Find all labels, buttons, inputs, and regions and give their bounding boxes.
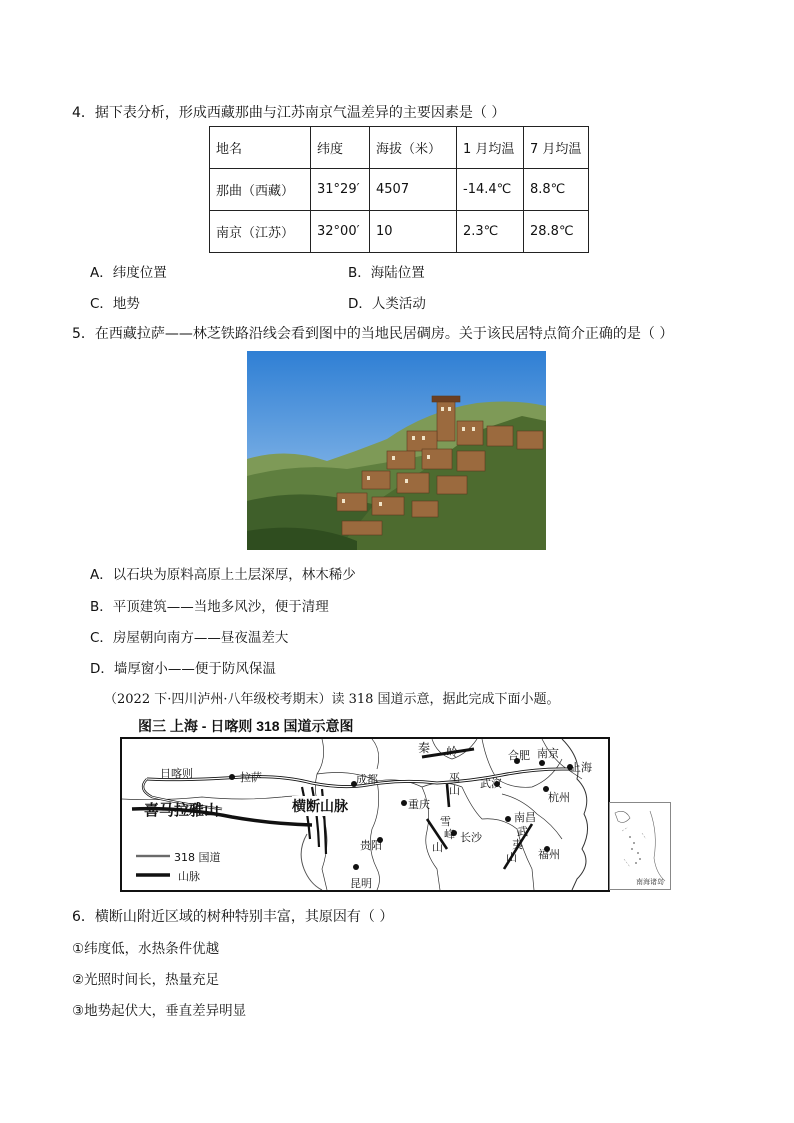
city-label: 贵阳 xyxy=(360,839,382,852)
city-label: 南昌 xyxy=(514,811,536,824)
mountain-label: 雪 xyxy=(440,815,451,828)
route-318-map xyxy=(120,737,610,892)
table-cell: 28.8℃ xyxy=(524,211,589,253)
legend-road-label: 318 国道 xyxy=(174,851,221,864)
mountain-label: 武 xyxy=(517,825,528,838)
mountain-label: 横断山脉 xyxy=(292,796,348,816)
q6-item-2: ②光照时间长，热量充足 xyxy=(72,972,220,988)
table-header-cell: 地名 xyxy=(210,127,311,169)
table-header-cell: 海拔（米） xyxy=(370,127,457,169)
mountain-label: 夷 xyxy=(512,838,523,851)
q6-item-1: ①纬度低，水热条件优越 xyxy=(72,941,220,957)
mountain-label: 峰 xyxy=(444,828,455,841)
tibetan-dwelling-photo xyxy=(247,351,546,550)
mountain-label: 喜马拉雅山 xyxy=(144,801,220,819)
table-header-cell: 1 月均温 xyxy=(457,127,524,169)
city-label: 上海 xyxy=(570,761,592,774)
table-row xyxy=(210,169,589,211)
q5-option-a[interactable]: A．以石块为原料高原上土层深厚，林木稀少 xyxy=(90,567,356,583)
city-label: 成都 xyxy=(356,773,378,786)
table-cell: 南京（江苏） xyxy=(210,211,311,253)
q6-stem: 6．横断山附近区域的树种特别丰富，其原因有（ ） xyxy=(72,909,394,925)
mountain-label: 山 xyxy=(449,784,460,797)
q4-option-c[interactable]: C．地势 xyxy=(90,296,140,312)
city-label: 长沙 xyxy=(460,831,482,844)
table-cell: 32°00′ xyxy=(311,211,370,253)
q5-option-b[interactable]: B．平顶建筑——当地多风沙，便于清理 xyxy=(90,599,329,615)
table-row xyxy=(210,211,589,253)
city-label: 日喀则 xyxy=(160,767,193,780)
table-cell: 4507 xyxy=(370,169,457,211)
q4-option-a[interactable]: A．纬度位置 xyxy=(90,265,167,281)
table-cell: 8.8℃ xyxy=(524,169,589,211)
table-header-cell: 纬度 xyxy=(311,127,370,169)
mountain-label: 山 xyxy=(432,841,443,854)
city-label: 南京 xyxy=(537,747,559,760)
inset-label: 南海诸岛 xyxy=(636,878,664,886)
city-label: 杭州 xyxy=(548,791,570,804)
city-label: 重庆 xyxy=(408,798,430,811)
table-cell: -14.4℃ xyxy=(457,169,524,211)
climate-table xyxy=(209,126,589,253)
q4-option-b[interactable]: B．海陆位置 xyxy=(348,265,425,281)
q4-option-d[interactable]: D．人类活动 xyxy=(348,296,426,312)
city-label: 合肥 xyxy=(508,749,530,762)
mountain-label: 秦 xyxy=(418,741,431,755)
q5-option-c[interactable]: C．房屋朝向南方——昼夜温差大 xyxy=(90,630,289,646)
q5-option-d[interactable]: D．墙厚窗小——便于防风保温 xyxy=(90,661,276,677)
table-cell: 10 xyxy=(370,211,457,253)
q5-stem: 5．在西藏拉萨——林芝铁路沿线会看到图中的当地民居碉房。关于该民居特点简介正确的是（ ） xyxy=(72,326,674,342)
table-cell: 那曲（西藏） xyxy=(210,169,311,211)
mountain-label: 岭 xyxy=(446,745,459,759)
section-intro: （2022 下·四川泸州·八年级校考期末）读 318 国道示意，据此完成下面小题。 xyxy=(104,692,560,707)
mountain-label: 巫 xyxy=(449,771,460,784)
city-label: 武汉 xyxy=(480,777,502,790)
map-title: 图三 上海 - 日喀则 318 国道示意图 xyxy=(138,718,354,734)
table-cell: 2.3℃ xyxy=(457,211,524,253)
q4-stem: 4．据下表分析，形成西藏那曲与江苏南京气温差异的主要因素是（ ） xyxy=(72,105,506,121)
city-label: 福州 xyxy=(538,848,560,861)
south-china-sea-inset xyxy=(609,802,671,890)
table-cell: 31°29′ xyxy=(311,169,370,211)
city-label: 昆明 xyxy=(350,877,372,890)
table-header-row xyxy=(210,127,589,169)
q6-item-3: ③地势起伏大，垂直差异明显 xyxy=(72,1003,247,1019)
mountain-label: 山 xyxy=(506,851,517,864)
legend-mountain-label: 山脉 xyxy=(178,870,200,883)
table-header-cell: 7 月均温 xyxy=(524,127,589,169)
city-label: 拉萨 xyxy=(240,771,262,784)
